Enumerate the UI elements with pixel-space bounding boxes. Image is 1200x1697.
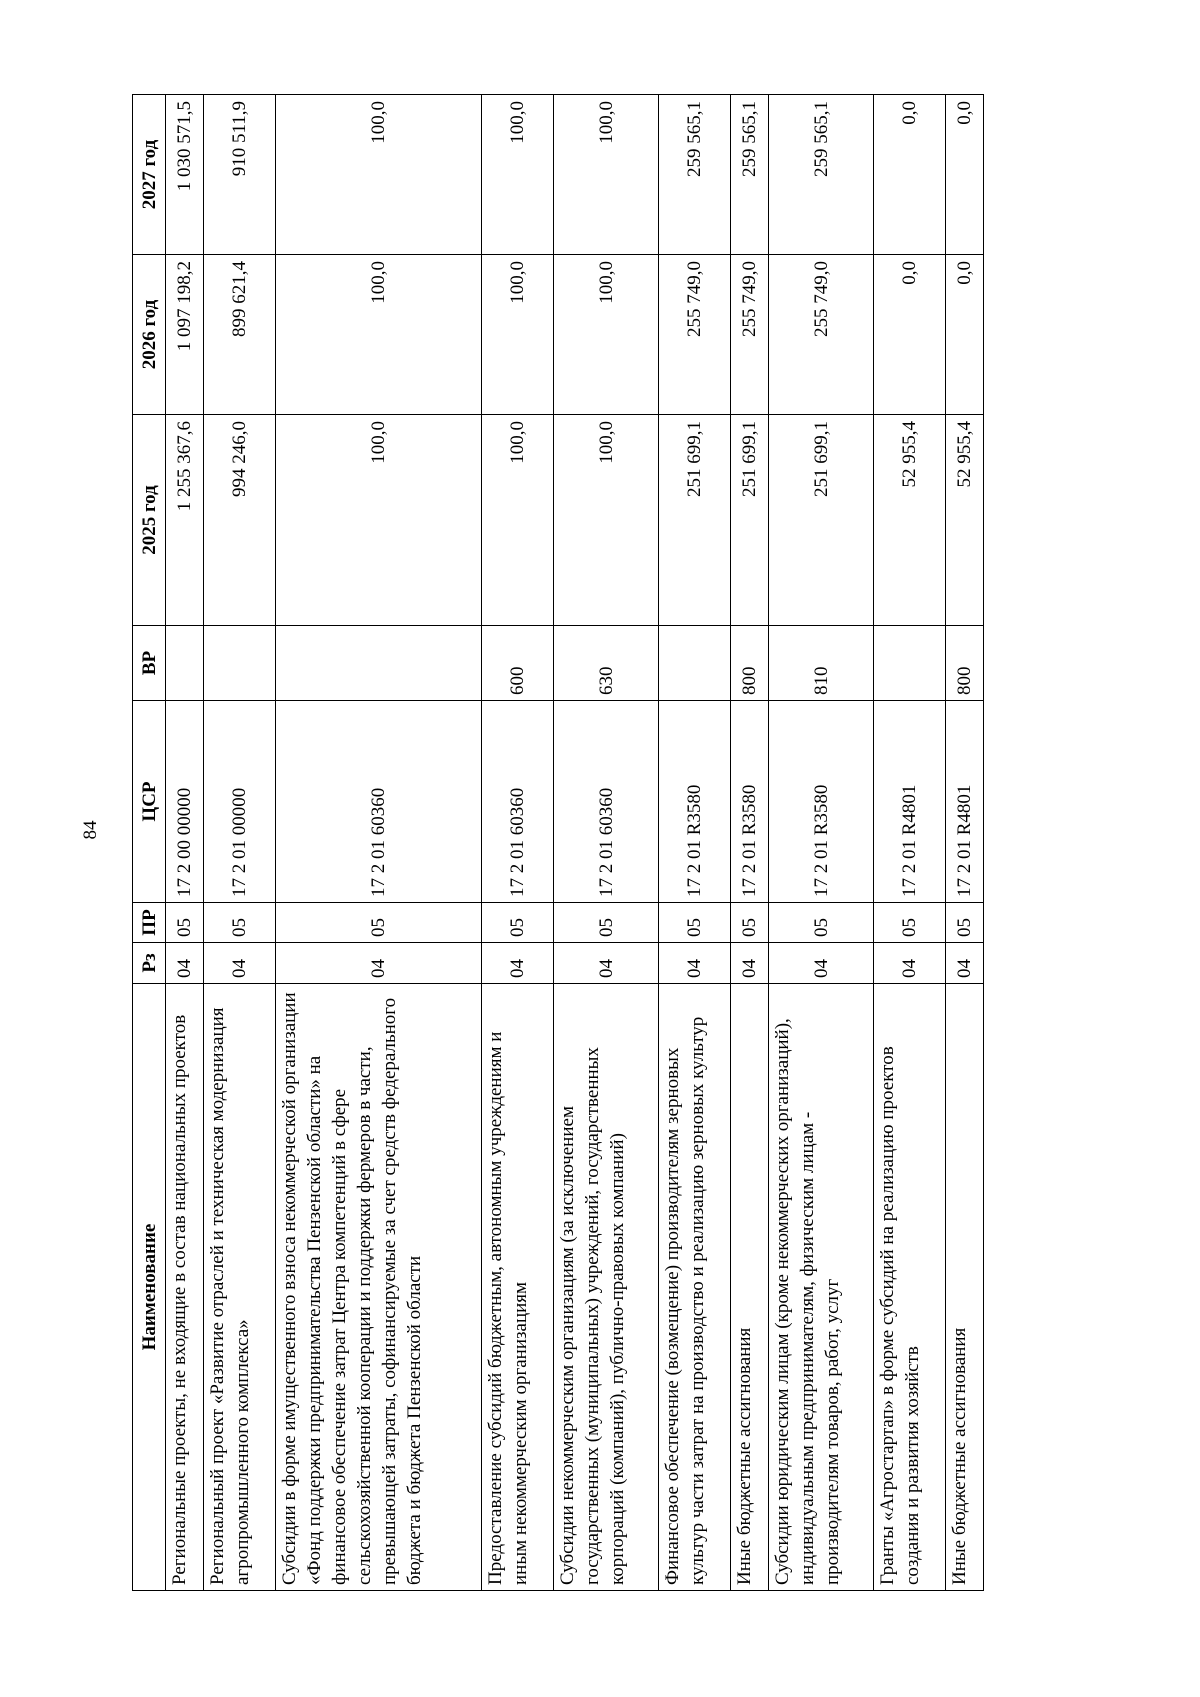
cell-rz: 04 (554, 943, 659, 984)
cell-name: Иные бюджетные ассигнования (731, 984, 769, 1591)
cell-csr: 17 2 01 R3580 (768, 701, 873, 903)
header-vr: ВР (133, 626, 166, 701)
table-row (768, 95, 873, 1591)
cell-2025: 100,0 (554, 415, 659, 626)
cell-rz: 04 (731, 943, 769, 984)
cell-csr: 17 2 01 60360 (554, 701, 659, 903)
cell-name: Финансовое обеспечение (возмещение) производителям зерновых культур части затрат на производство и реализацию зерновых культур (659, 984, 731, 1591)
cell-2027: 259 565,1 (731, 95, 769, 255)
cell-2025: 1 255 367,6 (166, 415, 204, 626)
cell-pr: 05 (874, 903, 946, 943)
cell-2026: 255 749,0 (659, 255, 731, 415)
cell-2025: 52 955,4 (874, 415, 946, 626)
cell-vr (166, 626, 204, 701)
cell-csr: 17 2 00 00000 (166, 701, 204, 903)
cell-2026: 255 749,0 (731, 255, 769, 415)
cell-2026: 899 621,4 (203, 255, 275, 415)
cell-2027: 259 565,1 (768, 95, 873, 255)
cell-2025: 100,0 (275, 415, 482, 626)
cell-2027: 0,0 (946, 95, 984, 255)
cell-pr: 05 (768, 903, 873, 943)
cell-name: Региональные проекты, не входящие в состав национальных проектов (166, 984, 204, 1591)
table-row (203, 95, 275, 1591)
table-row (554, 95, 659, 1591)
cell-csr: 17 2 01 R3580 (659, 701, 731, 903)
cell-2027: 100,0 (482, 95, 554, 255)
cell-rz: 04 (946, 943, 984, 984)
cell-vr (874, 626, 946, 701)
cell-pr: 05 (482, 903, 554, 943)
cell-name: Субсидии в форме имущественного взноса некоммерческой организации «Фонд поддержки предпринимательства Пензенской области» на финансовое обеспечение затрат Центра компетенций в сфере сельскохозяйственной кооперации и поддержки фермеров в части, превышающей затраты, софинансируемые за счет средств федерального бюджета и бюджета Пензенской области (275, 984, 482, 1591)
budget-table (132, 94, 984, 1591)
cell-2026: 255 749,0 (768, 255, 873, 415)
cell-2026: 0,0 (946, 255, 984, 415)
table-row (659, 95, 731, 1591)
cell-2026: 0,0 (874, 255, 946, 415)
cell-pr: 05 (731, 903, 769, 943)
page-number: 84 (80, 820, 101, 840)
cell-rz: 04 (203, 943, 275, 984)
cell-pr: 05 (166, 903, 204, 943)
cell-vr: 600 (482, 626, 554, 701)
cell-vr (275, 626, 482, 701)
cell-csr: 17 2 01 00000 (203, 701, 275, 903)
cell-csr: 17 2 01 60360 (482, 701, 554, 903)
cell-csr: 17 2 01 60360 (275, 701, 482, 903)
header-name: Наименование (133, 984, 166, 1591)
cell-vr: 800 (731, 626, 769, 701)
cell-2025: 994 246,0 (203, 415, 275, 626)
cell-2026: 100,0 (554, 255, 659, 415)
cell-name: Региональный проект «Развитие отраслей и техническая модернизация агропромышленного комплекса» (203, 984, 275, 1591)
cell-rz: 04 (166, 943, 204, 984)
cell-2026: 100,0 (275, 255, 482, 415)
cell-name: Предоставление субсидий бюджетным, автономным учреждениям и иным некоммерческим организациям (482, 984, 554, 1591)
cell-vr: 800 (946, 626, 984, 701)
cell-2027: 910 511,9 (203, 95, 275, 255)
cell-csr: 17 2 01 R4801 (946, 701, 984, 903)
cell-pr: 05 (275, 903, 482, 943)
cell-2027: 259 565,1 (659, 95, 731, 255)
cell-2025: 251 699,1 (731, 415, 769, 626)
cell-2025: 52 955,4 (946, 415, 984, 626)
table-row (275, 95, 482, 1591)
table-header-row (133, 95, 166, 1591)
cell-pr: 05 (946, 903, 984, 943)
cell-rz: 04 (482, 943, 554, 984)
cell-vr (203, 626, 275, 701)
cell-rz: 04 (659, 943, 731, 984)
cell-2027: 100,0 (275, 95, 482, 255)
header-pr: ПР (133, 903, 166, 943)
cell-name: Иные бюджетные ассигнования (946, 984, 984, 1591)
header-2026: 2026 год (133, 255, 166, 415)
header-2025: 2025 год (133, 415, 166, 626)
cell-name: Гранты «Агростартап» в форме субсидий на реализацию проектов создания и развития хозяйств (874, 984, 946, 1591)
cell-2027: 1 030 571,5 (166, 95, 204, 255)
cell-2027: 100,0 (554, 95, 659, 255)
budget-table-container (132, 95, 984, 1591)
cell-2026: 100,0 (482, 255, 554, 415)
cell-2026: 1 097 198,2 (166, 255, 204, 415)
cell-pr: 05 (659, 903, 731, 943)
header-csr: ЦСР (133, 701, 166, 903)
header-rz: Рз (133, 943, 166, 984)
cell-2025: 100,0 (482, 415, 554, 626)
cell-vr (659, 626, 731, 701)
cell-pr: 05 (203, 903, 275, 943)
cell-name: Субсидии некоммерческим организациям (за исключением государственных (муниципальных) учреждений, государственных корпораций (компаний), публично-правовых компаний) (554, 984, 659, 1591)
cell-csr: 17 2 01 R3580 (731, 701, 769, 903)
cell-rz: 04 (874, 943, 946, 984)
table-row (731, 95, 769, 1591)
table-row (482, 95, 554, 1591)
cell-vr: 630 (554, 626, 659, 701)
cell-rz: 04 (768, 943, 873, 984)
cell-csr: 17 2 01 R4801 (874, 701, 946, 903)
rotated-table-frame (132, 95, 984, 1591)
header-2027: 2027 год (133, 95, 166, 255)
cell-2025: 251 699,1 (659, 415, 731, 626)
table-body (166, 95, 984, 1591)
cell-2025: 251 699,1 (768, 415, 873, 626)
cell-name: Субсидии юридическим лицам (кроме некоммерческих организаций), индивидуальным предпринимателям, физическим лицам - производителям товаров, работ, услуг (768, 984, 873, 1591)
cell-pr: 05 (554, 903, 659, 943)
table-row (874, 95, 946, 1591)
cell-rz: 04 (275, 943, 482, 984)
cell-2027: 0,0 (874, 95, 946, 255)
cell-vr: 810 (768, 626, 873, 701)
table-row (166, 95, 204, 1591)
table-row (946, 95, 984, 1591)
